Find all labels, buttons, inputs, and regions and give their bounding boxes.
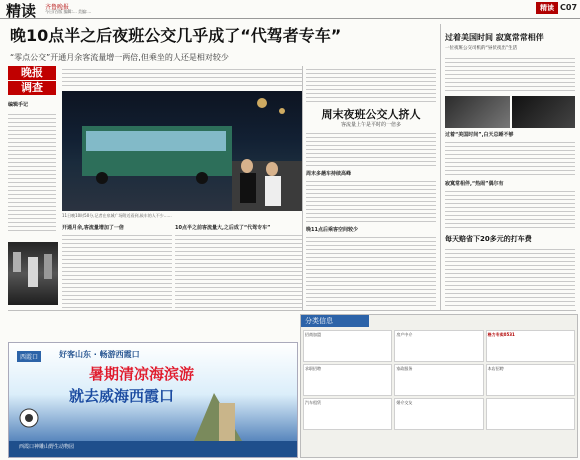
classified-item: 家政服务 xyxy=(394,364,483,396)
newspaper-logo: 齐鲁晚报 xyxy=(45,4,70,11)
ad-top-line: 好客山东 · 畅游西霞口 xyxy=(59,350,140,359)
classified-item: 招商加盟 xyxy=(303,330,392,362)
page-number: C07 xyxy=(560,3,578,12)
article3-title: 过着美国时间 寂寞常常相伴 xyxy=(445,33,544,42)
classified-item: 汽车租赁 xyxy=(303,398,392,430)
ad-big-line-1: 暑期清凉海滨游 xyxy=(89,365,195,383)
article1-lower-right-head: 10点半之前客流量大,之后成了“代驾专车” xyxy=(175,225,271,231)
classified-item: 房产中介 xyxy=(394,330,483,362)
sidebar-body-text xyxy=(8,111,56,231)
survey-sidebar xyxy=(8,66,56,236)
article3-text-a xyxy=(445,55,575,93)
left-section-title: 精读 xyxy=(6,2,37,20)
article3-section-a: 过着“美国时间”,白天总睡不够 xyxy=(445,132,514,138)
ad-big-line-2: 就去威海西霞口 xyxy=(69,387,175,405)
article1-lower-left-text xyxy=(62,232,172,308)
ad-scenery xyxy=(9,343,297,457)
article3-section-b: 寂寞常相伴,“热闹”偶尔有 xyxy=(445,181,504,187)
classifieds-area xyxy=(300,314,578,458)
article4-title: 每天赔省下20多元的打车费 xyxy=(445,235,532,243)
article2-top-text xyxy=(306,66,436,102)
divider xyxy=(302,66,303,311)
classified-item-blank xyxy=(486,398,575,430)
article3-text-c xyxy=(445,188,575,228)
bus-interior-photo xyxy=(8,242,58,305)
divider xyxy=(8,310,576,311)
article1-headline: 晚10点半之后夜班公交几乎成了“代驾者专车” xyxy=(10,26,342,45)
article3-text-b xyxy=(445,139,575,177)
divider xyxy=(440,24,441,311)
classified-item: 本店招聘 xyxy=(486,364,575,396)
right-section-box xyxy=(536,2,558,14)
bus-night-photo xyxy=(62,91,302,211)
article2-section-a: 周末多趟车持续高峰 xyxy=(306,171,352,177)
survey-tag-2: 调查 xyxy=(8,81,56,95)
classifieds-header: 分类信息 xyxy=(301,315,369,327)
article1-subhead: “零点公交”开通月余客流量增一两倍,但乘坐的人还是相对较少 xyxy=(10,53,229,62)
driver-photo-1 xyxy=(445,96,510,128)
ad-bottom-line: 西霞口神雕山野生动物园 xyxy=(19,444,75,450)
classified-item: 婚介交友 xyxy=(394,398,483,430)
article4-text xyxy=(445,246,575,306)
article2-text-b xyxy=(306,178,436,224)
header-meta: 今日/百版 编辑:... 美编:... xyxy=(45,9,92,14)
classifieds-grid xyxy=(301,330,577,430)
survey-tag-1: 晚报 xyxy=(8,66,56,80)
ad-logo: 西霞口 xyxy=(17,351,41,362)
interior-scene xyxy=(8,242,58,305)
article2-title: 周末夜班公交人挤人 xyxy=(321,108,421,121)
article2-text-c xyxy=(306,234,436,306)
classified-item: 格力专卖0531 xyxy=(486,330,575,362)
article2-subtitle: 客流量上午是平时的一倍多 xyxy=(340,122,401,128)
article1-lead-text xyxy=(62,66,302,88)
article2-section-b: 晚11点后乘客空间较少 xyxy=(306,227,358,233)
article1-lower-right-text xyxy=(175,232,302,308)
driver-photo-2 xyxy=(512,96,575,128)
article1-lower-left-head: 开通月余,客流量增加了一倍 xyxy=(62,225,124,231)
editor-note-title: 编辑手记 xyxy=(8,102,29,108)
bus-photo-scene xyxy=(62,91,302,211)
tourism-ad xyxy=(8,342,298,458)
photo-caption: 11日晚10时50分,记者在泉城广场附近看到,候车的人不少…… xyxy=(62,213,172,218)
classified-item: 求职招聘 xyxy=(303,364,392,396)
right-section-title: 精读 xyxy=(536,2,558,14)
article2-text-a xyxy=(306,130,436,168)
article3-subtitle: 一位夜班公交司机的“昼伏夜出”生活 xyxy=(445,46,518,51)
